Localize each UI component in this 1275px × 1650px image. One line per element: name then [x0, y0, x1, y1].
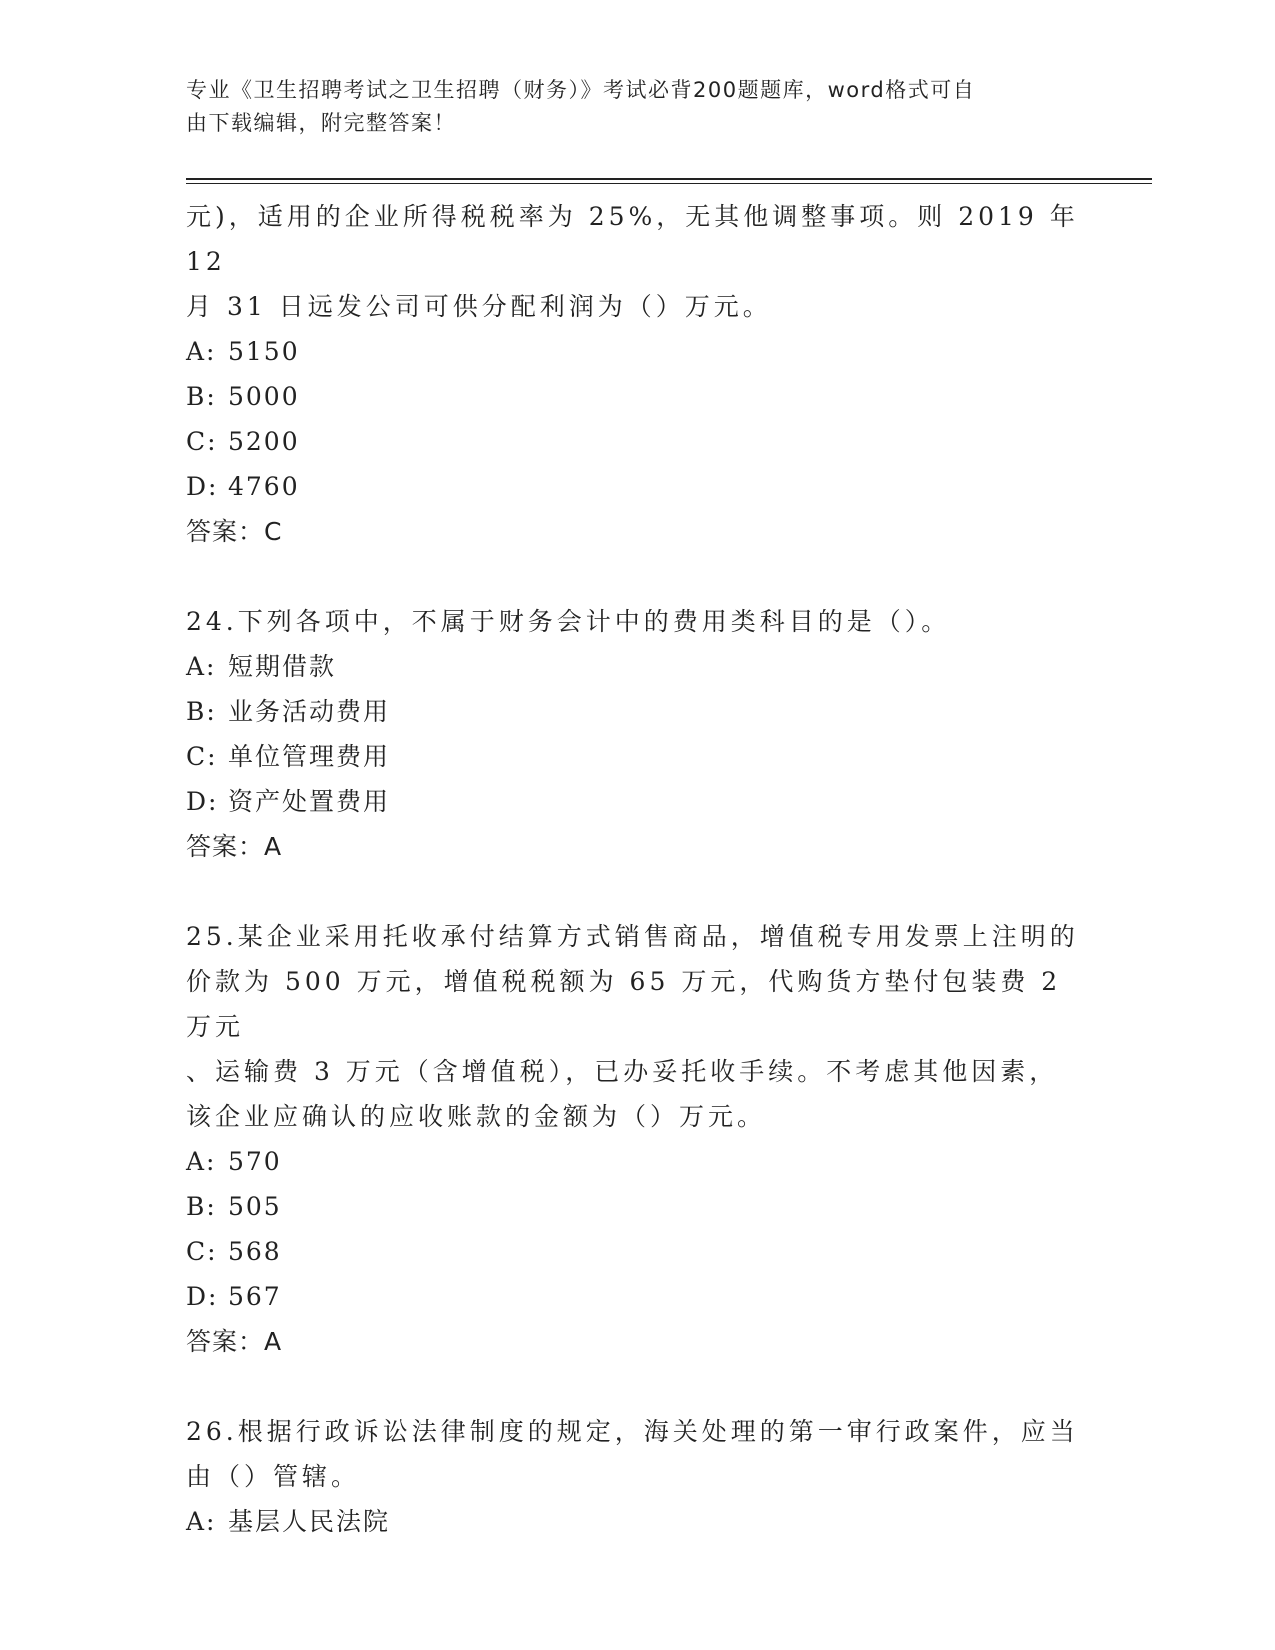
header-title-line-2: 由下载编辑，附完整答案！ [186, 111, 456, 135]
answer-option [186, 374, 1086, 419]
question-text-line: 月 31 日远发公司可供分配利润为（）万元。 [186, 292, 772, 321]
option-text: 570 [228, 1147, 282, 1176]
answer-option [186, 1184, 1086, 1229]
answer-option [186, 779, 1086, 824]
header-divider-thin [186, 183, 1152, 184]
question-block [186, 599, 1086, 869]
option-key: B: [186, 382, 217, 411]
option-text: 5000 [228, 382, 300, 411]
question-text-line: 、运输费 3 万元（含增值税），已办妥托收手续。不考虑其他因素， [186, 1057, 1059, 1086]
answer-line: 答案：A [186, 832, 283, 861]
answer-line: 答案：A [186, 1327, 283, 1356]
question-text-line: 24.下列各项中，不属于财务会计中的费用类科目的是（）。 [186, 607, 951, 636]
answer-option [186, 689, 1086, 734]
header-title-line-1: 专业《卫生招聘考试之卫生招聘（财务）》考试必背200题题库，word格式可自 [186, 78, 976, 102]
question-list [186, 194, 1086, 1589]
option-key: C: [186, 427, 218, 456]
question-text-line: 25.某企业采用托收承付结算方式销售商品，增值税专用发票上注明的 [186, 922, 1079, 951]
option-text: 单位管理费用 [228, 742, 391, 771]
option-text: 568 [228, 1237, 282, 1266]
question-text-line: 元)，适用的企业所得税税率为 25%，无其他调整事项。则 2019 年 12 [186, 202, 1079, 276]
question-block [186, 914, 1086, 1364]
option-text: 5200 [228, 427, 300, 456]
option-text: 基层人民法院 [228, 1507, 391, 1536]
answer-option [186, 1499, 1086, 1544]
option-key: C: [186, 742, 218, 771]
document-header [186, 74, 1066, 140]
option-text: 4760 [228, 472, 300, 501]
header-divider-thick [186, 178, 1152, 180]
option-key: D: [186, 1282, 219, 1311]
option-text: 资产处置费用 [228, 787, 391, 816]
option-key: A: [186, 337, 217, 366]
option-key: D: [186, 472, 219, 501]
option-text: 业务活动费用 [228, 697, 391, 726]
answer-line: 答案：C [186, 517, 283, 546]
answer-option [186, 419, 1086, 464]
option-text: 短期借款 [228, 652, 337, 681]
question-text-line: 由（）管辖。 [186, 1462, 361, 1491]
option-key: C: [186, 1237, 218, 1266]
question-block [186, 1409, 1086, 1544]
option-text: 5150 [228, 337, 300, 366]
option-key: B: [186, 697, 217, 726]
question-text-line: 26.根据行政诉讼法律制度的规定，海关处理的第一审行政案件，应当 [186, 1417, 1079, 1446]
answer-option [186, 1229, 1086, 1274]
option-key: A: [186, 652, 217, 681]
answer-option [186, 1139, 1086, 1184]
answer-option [186, 329, 1086, 374]
answer-option [186, 464, 1086, 509]
answer-option [186, 1274, 1086, 1319]
option-key: A: [186, 1147, 217, 1176]
option-text: 505 [228, 1192, 282, 1221]
answer-option [186, 734, 1086, 779]
option-key: B: [186, 1192, 217, 1221]
question-text-line: 该企业应确认的应收账款的金额为（）万元。 [186, 1102, 767, 1131]
option-key: A: [186, 1507, 217, 1536]
option-text: 567 [228, 1282, 282, 1311]
question-text-line: 价款为 500 万元，增值税税额为 65 万元，代购货方垫付包装费 2 万元 [186, 967, 1062, 1041]
answer-option [186, 644, 1086, 689]
question-block [186, 194, 1086, 554]
option-key: D: [186, 787, 219, 816]
